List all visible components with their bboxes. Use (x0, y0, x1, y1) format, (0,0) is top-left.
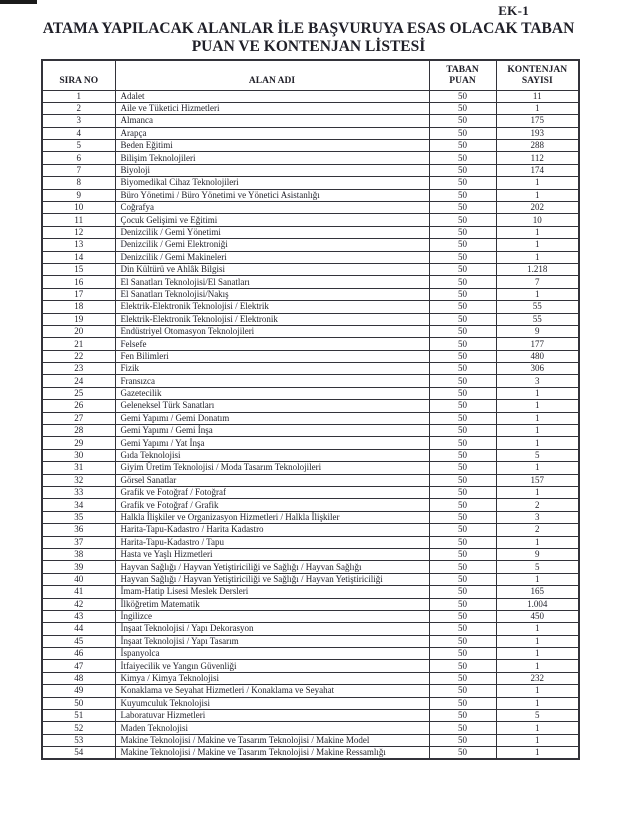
row-sira-no: 10 (42, 202, 115, 214)
row-taban-puan: 50 (429, 276, 496, 288)
row-kontenjan-sayisi: 1.218 (496, 263, 579, 275)
row-sira-no: 31 (42, 462, 115, 474)
row-taban-puan: 50 (429, 722, 496, 734)
row-taban-puan: 50 (429, 660, 496, 672)
row-kontenjan-sayisi: 1 (496, 487, 579, 499)
row-sira-no: 39 (42, 561, 115, 573)
row-alan-adi: İspanyolca (115, 648, 429, 660)
row-kontenjan-sayisi: 1 (496, 648, 579, 660)
row-sira-no: 33 (42, 487, 115, 499)
row-alan-adi: El Sanatları Teknolojisi/El Sanatları (115, 276, 429, 288)
row-taban-puan: 50 (429, 462, 496, 474)
table-row (42, 449, 579, 461)
table-row (42, 561, 579, 573)
row-kontenjan-sayisi: 1 (496, 400, 579, 412)
row-sira-no: 52 (42, 722, 115, 734)
row-kontenjan-sayisi: 1 (496, 635, 579, 647)
row-sira-no: 32 (42, 474, 115, 486)
row-kontenjan-sayisi: 112 (496, 152, 579, 164)
row-alan-adi: Denizcilik / Gemi Yönetimi (115, 226, 429, 238)
row-sira-no: 26 (42, 400, 115, 412)
row-sira-no: 51 (42, 710, 115, 722)
table-row (42, 511, 579, 523)
table-row (42, 338, 579, 350)
row-kontenjan-sayisi: 55 (496, 301, 579, 313)
row-kontenjan-sayisi: 1 (496, 722, 579, 734)
table-row (42, 90, 579, 102)
row-alan-adi: Halkla İlişkiler ve Organizasyon Hizmetleri / Halkla İlişkiler (115, 511, 429, 523)
row-sira-no: 43 (42, 610, 115, 622)
row-taban-puan: 50 (429, 437, 496, 449)
table-row (42, 697, 579, 709)
row-sira-no: 7 (42, 164, 115, 176)
row-kontenjan-sayisi: 1 (496, 288, 579, 300)
ek-label: EK-1 (498, 3, 529, 18)
row-kontenjan-sayisi: 157 (496, 474, 579, 486)
row-sira-no: 17 (42, 288, 115, 300)
row-taban-puan: 50 (429, 499, 496, 511)
row-alan-adi: Giyim Üretim Teknolojisi / Moda Tasarım Teknolojileri (115, 462, 429, 474)
row-alan-adi: Denizcilik / Gemi Makineleri (115, 251, 429, 263)
row-sira-no: 36 (42, 524, 115, 536)
table-row (42, 524, 579, 536)
row-alan-adi: Fizik (115, 363, 429, 375)
header-taban-puan: TABAN PUAN (429, 60, 496, 90)
row-taban-puan: 50 (429, 449, 496, 461)
row-kontenjan-sayisi: 3 (496, 511, 579, 523)
row-alan-adi: Adalet (115, 90, 429, 102)
header-alan-adi: ALAN ADI (115, 60, 429, 90)
header-sira-no: SIRA NO (42, 60, 115, 90)
row-taban-puan: 50 (429, 301, 496, 313)
row-kontenjan-sayisi: 5 (496, 710, 579, 722)
row-taban-puan: 50 (429, 90, 496, 102)
row-sira-no: 9 (42, 189, 115, 201)
row-taban-puan: 50 (429, 561, 496, 573)
row-taban-puan: 50 (429, 127, 496, 139)
table-row (42, 425, 579, 437)
row-kontenjan-sayisi: 1 (496, 660, 579, 672)
table-row (42, 437, 579, 449)
row-sira-no: 37 (42, 536, 115, 548)
row-taban-puan: 50 (429, 548, 496, 560)
row-alan-adi: Gemi Yapımı / Gemi İnşa (115, 425, 429, 437)
row-taban-puan: 50 (429, 412, 496, 424)
row-alan-adi: Gıda Teknolojisi (115, 449, 429, 461)
row-taban-puan: 50 (429, 474, 496, 486)
quota-table (41, 59, 580, 760)
row-sira-no: 13 (42, 239, 115, 251)
row-sira-no: 6 (42, 152, 115, 164)
table-row (42, 623, 579, 635)
table-row (42, 610, 579, 622)
row-taban-puan: 50 (429, 350, 496, 362)
table-row (42, 226, 579, 238)
table-row (42, 189, 579, 201)
row-alan-adi: Kuyumculuk Teknolojisi (115, 697, 429, 709)
row-taban-puan: 50 (429, 288, 496, 300)
row-kontenjan-sayisi: 288 (496, 140, 579, 152)
row-taban-puan: 50 (429, 524, 496, 536)
table-row (42, 301, 579, 313)
row-kontenjan-sayisi: 1 (496, 102, 579, 114)
row-alan-adi: Endüstriyel Otomasyon Teknolojileri (115, 325, 429, 337)
row-kontenjan-sayisi: 1 (496, 685, 579, 697)
row-taban-puan: 50 (429, 177, 496, 189)
row-alan-adi: Arapça (115, 127, 429, 139)
row-alan-adi: Fen Bilimleri (115, 350, 429, 362)
table-row (42, 586, 579, 598)
row-kontenjan-sayisi: 2 (496, 499, 579, 511)
row-alan-adi: Makine Teknolojisi / Makine ve Tasarım Teknolojisi / Makine Ressamlığı (115, 747, 429, 760)
row-taban-puan: 50 (429, 152, 496, 164)
row-alan-adi: Grafik ve Fotoğraf / Grafik (115, 499, 429, 511)
row-alan-adi: Aile ve Tüketici Hizmetleri (115, 102, 429, 114)
row-sira-no: 25 (42, 387, 115, 399)
row-kontenjan-sayisi: 177 (496, 338, 579, 350)
row-sira-no: 4 (42, 127, 115, 139)
row-kontenjan-sayisi: 1 (496, 697, 579, 709)
row-sira-no: 35 (42, 511, 115, 523)
row-taban-puan: 50 (429, 610, 496, 622)
row-taban-puan: 50 (429, 140, 496, 152)
table-row (42, 548, 579, 560)
table-row (42, 722, 579, 734)
table-row (42, 102, 579, 114)
row-taban-puan: 50 (429, 685, 496, 697)
row-sira-no: 18 (42, 301, 115, 313)
row-taban-puan: 50 (429, 338, 496, 350)
row-kontenjan-sayisi: 9 (496, 325, 579, 337)
page-title-line-1: ATAMA YAPILACAK ALANLAR İLE BAŞVURUYA ESAS OLACAK TABAN (42, 20, 575, 37)
row-kontenjan-sayisi: 174 (496, 164, 579, 176)
table-row (42, 672, 579, 684)
row-sira-no: 41 (42, 586, 115, 598)
table-row (42, 127, 579, 139)
row-alan-adi: Büro Yönetimi / Büro Yönetimi ve Yönetici Asistanlığı (115, 189, 429, 201)
row-alan-adi: Din Kültürü ve Ahlâk Bilgisi (115, 263, 429, 275)
row-alan-adi: Denizcilik / Gemi Elektroniği (115, 239, 429, 251)
row-taban-puan: 50 (429, 214, 496, 226)
row-taban-puan: 50 (429, 536, 496, 548)
row-taban-puan: 50 (429, 734, 496, 746)
row-taban-puan: 50 (429, 635, 496, 647)
row-alan-adi: Çocuk Gelişimi ve Eğitimi (115, 214, 429, 226)
row-kontenjan-sayisi: 10 (496, 214, 579, 226)
table-row (42, 648, 579, 660)
row-sira-no: 21 (42, 338, 115, 350)
scan-artifact-bar (0, 0, 37, 4)
row-kontenjan-sayisi: 1 (496, 239, 579, 251)
row-sira-no: 30 (42, 449, 115, 461)
table-row (42, 487, 579, 499)
table-row (42, 263, 579, 275)
row-sira-no: 48 (42, 672, 115, 684)
row-sira-no: 38 (42, 548, 115, 560)
row-sira-no: 20 (42, 325, 115, 337)
row-alan-adi: Harita-Tapu-Kadastro / Harita Kadastro (115, 524, 429, 536)
row-kontenjan-sayisi: 306 (496, 363, 579, 375)
row-alan-adi: İnşaat Teknolojisi / Yapı Dekorasyon (115, 623, 429, 635)
table-row (42, 375, 579, 387)
table-row (42, 710, 579, 722)
row-alan-adi: Konaklama ve Seyahat Hizmetleri / Konaklama ve Seyahat (115, 685, 429, 697)
row-sira-no: 14 (42, 251, 115, 263)
table-row (42, 115, 579, 127)
table-row (42, 412, 579, 424)
table-header-row (42, 60, 579, 90)
row-sira-no: 50 (42, 697, 115, 709)
header-kontenjan-sayisi: KONTENJAN SAYISI (496, 60, 579, 90)
row-sira-no: 5 (42, 140, 115, 152)
table-row (42, 363, 579, 375)
row-kontenjan-sayisi: 202 (496, 202, 579, 214)
row-alan-adi: Biyoloji (115, 164, 429, 176)
row-taban-puan: 50 (429, 400, 496, 412)
row-kontenjan-sayisi: 5 (496, 561, 579, 573)
row-kontenjan-sayisi: 1 (496, 226, 579, 238)
row-alan-adi: Felsefe (115, 338, 429, 350)
row-sira-no: 49 (42, 685, 115, 697)
table-row (42, 288, 579, 300)
row-taban-puan: 50 (429, 325, 496, 337)
row-taban-puan: 50 (429, 710, 496, 722)
table-row (42, 152, 579, 164)
row-kontenjan-sayisi: 1 (496, 462, 579, 474)
row-kontenjan-sayisi: 450 (496, 610, 579, 622)
row-kontenjan-sayisi: 193 (496, 127, 579, 139)
row-kontenjan-sayisi: 1 (496, 437, 579, 449)
row-alan-adi: Makine Teknolojisi / Makine ve Tasarım Teknolojisi / Makine Model (115, 734, 429, 746)
row-alan-adi: Hasta ve Yaşlı Hizmetleri (115, 548, 429, 560)
table-row (42, 462, 579, 474)
row-taban-puan: 50 (429, 648, 496, 660)
table-row (42, 573, 579, 585)
row-sira-no: 27 (42, 412, 115, 424)
table-row (42, 177, 579, 189)
row-kontenjan-sayisi: 55 (496, 313, 579, 325)
row-kontenjan-sayisi: 1 (496, 623, 579, 635)
row-kontenjan-sayisi: 7 (496, 276, 579, 288)
row-kontenjan-sayisi: 1 (496, 734, 579, 746)
row-sira-no: 44 (42, 623, 115, 635)
row-taban-puan: 50 (429, 387, 496, 399)
row-sira-no: 23 (42, 363, 115, 375)
table-row (42, 635, 579, 647)
row-sira-no: 46 (42, 648, 115, 660)
row-taban-puan: 50 (429, 487, 496, 499)
row-taban-puan: 50 (429, 672, 496, 684)
row-kontenjan-sayisi: 1 (496, 251, 579, 263)
row-alan-adi: Hayvan Sağlığı / Hayvan Yetiştiriciliği ve Sağlığı / Hayvan Yetiştiriciliği (115, 573, 429, 585)
row-sira-no: 1 (42, 90, 115, 102)
row-sira-no: 8 (42, 177, 115, 189)
row-sira-no: 47 (42, 660, 115, 672)
row-taban-puan: 50 (429, 598, 496, 610)
table-row (42, 325, 579, 337)
row-alan-adi: Bilişim Teknolojileri (115, 152, 429, 164)
row-kontenjan-sayisi: 1 (496, 573, 579, 585)
table-row (42, 685, 579, 697)
row-taban-puan: 50 (429, 375, 496, 387)
row-alan-adi: Beden Eğitimi (115, 140, 429, 152)
row-sira-no: 11 (42, 214, 115, 226)
table-row (42, 400, 579, 412)
table-row (42, 239, 579, 251)
row-taban-puan: 50 (429, 747, 496, 760)
row-sira-no: 16 (42, 276, 115, 288)
row-kontenjan-sayisi: 9 (496, 548, 579, 560)
row-kontenjan-sayisi: 175 (496, 115, 579, 127)
table-row (42, 499, 579, 511)
row-alan-adi: Kimya / Kimya Teknolojisi (115, 672, 429, 684)
row-alan-adi: İtfaiyecilik ve Yangın Güvenliği (115, 660, 429, 672)
row-taban-puan: 50 (429, 164, 496, 176)
table-row (42, 202, 579, 214)
row-alan-adi: Laboratuvar Hizmetleri (115, 710, 429, 722)
table-row (42, 313, 579, 325)
row-taban-puan: 50 (429, 697, 496, 709)
table-row (42, 350, 579, 362)
page-title-line-2: PUAN VE KONTENJAN LİSTESİ (191, 38, 426, 55)
row-kontenjan-sayisi: 2 (496, 524, 579, 536)
row-sira-no: 42 (42, 598, 115, 610)
row-sira-no: 22 (42, 350, 115, 362)
row-alan-adi: El Sanatları Teknolojisi/Nakış (115, 288, 429, 300)
row-taban-puan: 50 (429, 251, 496, 263)
row-taban-puan: 50 (429, 226, 496, 238)
row-taban-puan: 50 (429, 263, 496, 275)
row-sira-no: 28 (42, 425, 115, 437)
row-kontenjan-sayisi: 1 (496, 425, 579, 437)
row-taban-puan: 50 (429, 189, 496, 201)
row-sira-no: 2 (42, 102, 115, 114)
row-kontenjan-sayisi: 1 (496, 189, 579, 201)
row-sira-no: 29 (42, 437, 115, 449)
row-alan-adi: Elektrik-Elektronik Teknolojisi / Elektronik (115, 313, 429, 325)
table-row (42, 660, 579, 672)
row-kontenjan-sayisi: 232 (496, 672, 579, 684)
row-alan-adi: Elektrik-Elektronik Teknolojisi / Elektrik (115, 301, 429, 313)
table-row (42, 214, 579, 226)
row-kontenjan-sayisi: 11 (496, 90, 579, 102)
row-sira-no: 19 (42, 313, 115, 325)
row-kontenjan-sayisi: 480 (496, 350, 579, 362)
row-alan-adi: Geleneksel Türk Sanatları (115, 400, 429, 412)
row-sira-no: 54 (42, 747, 115, 760)
row-sira-no: 12 (42, 226, 115, 238)
table-row (42, 164, 579, 176)
row-taban-puan: 50 (429, 102, 496, 114)
table-row (42, 747, 579, 760)
page-title (0, 20, 617, 56)
row-sira-no: 3 (42, 115, 115, 127)
row-sira-no: 34 (42, 499, 115, 511)
row-alan-adi: Görsel Sanatlar (115, 474, 429, 486)
row-sira-no: 45 (42, 635, 115, 647)
row-sira-no: 40 (42, 573, 115, 585)
row-sira-no: 24 (42, 375, 115, 387)
row-sira-no: 15 (42, 263, 115, 275)
row-taban-puan: 50 (429, 313, 496, 325)
table-row (42, 251, 579, 263)
row-alan-adi: İngilizce (115, 610, 429, 622)
row-taban-puan: 50 (429, 363, 496, 375)
row-alan-adi: Harita-Tapu-Kadastro / Tapu (115, 536, 429, 548)
row-kontenjan-sayisi: 1 (496, 387, 579, 399)
row-alan-adi: Maden Teknolojisi (115, 722, 429, 734)
row-alan-adi: Coğrafya (115, 202, 429, 214)
table-row (42, 474, 579, 486)
row-kontenjan-sayisi: 1 (496, 177, 579, 189)
row-kontenjan-sayisi: 5 (496, 449, 579, 461)
row-alan-adi: Almanca (115, 115, 429, 127)
row-kontenjan-sayisi: 1 (496, 747, 579, 760)
row-taban-puan: 50 (429, 573, 496, 585)
row-taban-puan: 50 (429, 425, 496, 437)
table-body (42, 90, 579, 759)
table-row (42, 536, 579, 548)
table-row (42, 598, 579, 610)
row-alan-adi: İmam-Hatip Lisesi Meslek Dersleri (115, 586, 429, 598)
table-row (42, 140, 579, 152)
row-taban-puan: 50 (429, 115, 496, 127)
row-kontenjan-sayisi: 1.004 (496, 598, 579, 610)
row-sira-no: 53 (42, 734, 115, 746)
row-alan-adi: Hayvan Sağlığı / Hayvan Yetiştiriciliği ve Sağlığı / Hayvan Sağlığı (115, 561, 429, 573)
row-taban-puan: 50 (429, 202, 496, 214)
table-row (42, 387, 579, 399)
row-kontenjan-sayisi: 165 (496, 586, 579, 598)
row-taban-puan: 50 (429, 586, 496, 598)
row-taban-puan: 50 (429, 623, 496, 635)
row-kontenjan-sayisi: 1 (496, 536, 579, 548)
row-alan-adi: Gazetecilik (115, 387, 429, 399)
table-row (42, 734, 579, 746)
row-taban-puan: 50 (429, 511, 496, 523)
row-alan-adi: İlköğretim Matematik (115, 598, 429, 610)
row-alan-adi: Fransızca (115, 375, 429, 387)
row-alan-adi: Gemi Yapımı / Yat İnşa (115, 437, 429, 449)
row-taban-puan: 50 (429, 239, 496, 251)
row-alan-adi: Biyomedikal Cihaz Teknolojileri (115, 177, 429, 189)
row-kontenjan-sayisi: 1 (496, 412, 579, 424)
row-alan-adi: İnşaat Teknolojisi / Yapı Tasarım (115, 635, 429, 647)
table-header (42, 60, 579, 90)
row-kontenjan-sayisi: 3 (496, 375, 579, 387)
row-alan-adi: Gemi Yapımı / Gemi Donatım (115, 412, 429, 424)
row-alan-adi: Grafik ve Fotoğraf / Fotoğraf (115, 487, 429, 499)
table-row (42, 276, 579, 288)
